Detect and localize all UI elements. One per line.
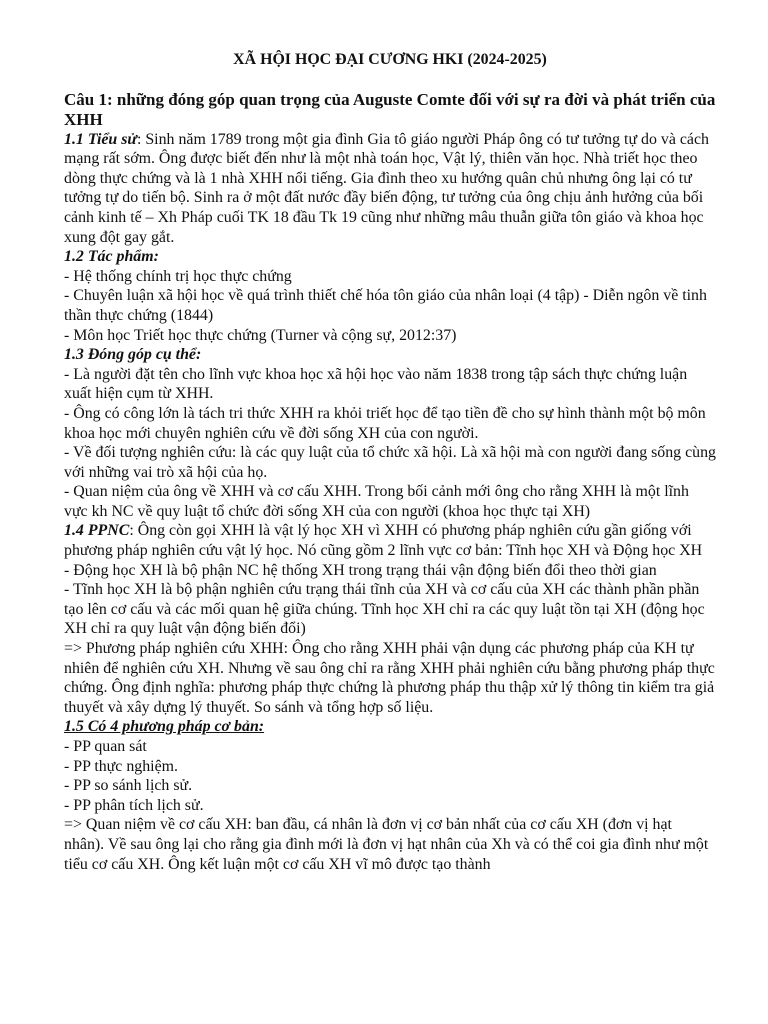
section-1-2-heading: 1.2 Tác phẩm: <box>64 248 159 266</box>
section-1-4-item: - Tĩnh học XH là bộ phận nghiên cứu trạng thái tĩnh của XH và cơ cấu của XH các thành phần phần tạo lên cơ cấu và các mối quan hệ giữa chúng. Tĩnh học XH chỉ ra các quy luật tồn tại XH (động học XH chỉ ra quy luật vận động biến đổi) <box>64 581 705 638</box>
section-1-1-paragraph <box>64 130 716 248</box>
method-item: - PP so sánh lịch sử. <box>64 777 193 795</box>
document-title: XÃ HỘI HỌC ĐẠI CƯƠNG HKI (2024-2025) <box>233 51 547 68</box>
section-1-4-paragraph <box>64 521 716 560</box>
section-1-2-item: - Môn học Triết học thực chứng (Turner và cộng sự, 2012:37) <box>64 326 457 344</box>
section-1-5-heading: 1.5 Có 4 phương pháp cơ bản: <box>64 718 265 736</box>
section-1-1-heading: 1.1 Tiểu sử <box>64 130 137 148</box>
section-1-4-heading: 1.4 PPNC <box>64 522 130 540</box>
section-1-3-item: - Ông có công lớn là tách tri thức XHH ra khỏi triết học để tạo tiền đề cho sự hình thành một bộ môn khoa học mới chuyên nghiên cứu về đời sống XH của con người. <box>64 404 706 442</box>
section-1-3-heading: 1.3 Đóng góp cụ thể: <box>64 346 202 364</box>
section-1-3-item: - Về đối tượng nghiên cứu: là các quy luật của tổ chức xã hội. Là xã hội mà con người đang sống cùng với những vai trò xã hội của họ. <box>64 444 716 481</box>
method-item: - PP thực nghiệm. <box>64 757 178 775</box>
section-1-3-item: - Là người đặt tên cho lĩnh vực khoa học xã hội học vào năm 1838 trong tập sách thực chứng luận xuất hiện cụm từ XHH. <box>64 365 688 403</box>
section-1-2-item: - Chuyên luận xã hội học về quá trình thiết chế hóa tôn giáo của nhân loại (4 tập) - Diễn ngôn về tinh thần thực chứng (1844) <box>64 287 707 324</box>
method-item: - PP phân tích lịch sử. <box>64 796 204 814</box>
section-1-2-item: - Hệ thống chính trị học thực chứng <box>64 267 292 285</box>
question-1-heading: Câu 1: những đóng góp quan trọng của Auguste Comte đối với sự ra đời và phát triển của XHH <box>64 89 716 129</box>
document-page <box>64 44 716 874</box>
section-1-4-item: => Phương pháp nghiên cứu XHH: Ông cho rằng XHH phải vận dụng các phương pháp của KH tự nhiên để nghiên cứu XH. Nhưng về sau ông chỉ ra rằng XHH phải nghiên cứu bằng phương pháp thực chứng. Ông định nghĩa: phương pháp thực chứng là phương pháp thu thập xử lý thông tin kiểm tra giả thuyết và xây dựng lý thuyết. So sánh và tổng hợp số liệu. <box>64 640 715 716</box>
section-1-5-conclusion: => Quan niệm về cơ cấu XH: ban đầu, cá nhân là đơn vị cơ bản nhất của cơ cấu XH (đơn vị hạt nhân). Về sau ông lại cho rằng gia đình mới là đơn vị hạt nhân của Xh và có thể coi gia đình như một tiểu cơ cấu XH. Ông kết luận một cơ cấu XH vĩ mô được tạo thành <box>64 816 709 873</box>
section-1-3-item: - Quan niệm của ông về XHH và cơ cấu XHH. Trong bối cảnh mới ông cho rằng XHH là một lĩnh vực kh NC về quy luật tổ chức đời sống XH của con người (khoa học thực tại XH) <box>64 483 689 520</box>
section-1-4-text: : Ông còn gọi XHH là vật lý học XH vì XHH có phương pháp nghiên cứu gần giống với phương pháp nghiên cứu vật lý học. Nó cũng gồm 2 lĩnh vực cơ bản: Tĩnh học XH và Động học XH <box>64 522 703 560</box>
section-1-4-item: - Động học XH là bộ phận NC hệ thống XH trong trạng thái vận động biến đổi theo thời gian <box>64 561 657 579</box>
method-item: - PP quan sát <box>64 738 147 755</box>
section-1-1-text: : Sinh năm 1789 trong một gia đình Gia tô giáo người Pháp ông có tư tưởng tự do và cách mạng rất sớm. Ông được biết đến như là một nhà toán học, Vật lý, thiên văn học. Nhà triết học theo dòng thực chứng và là 1 nhà XHH nổi tiếng. Gia đình theo xu hướng quân chủ nhưng ông lại có tư tưởng tự do tiến bộ. Sinh ra ở một đất nước đầy biến động, tư tưởng của ông chịu ảnh hưởng của bối cảnh kinh tế – Xh Pháp cuối TK 18 đầu Tk 19 cũng như những mâu thuẫn giữa tôn giáo và khoa học xung đột gay gắt. <box>64 130 709 246</box>
